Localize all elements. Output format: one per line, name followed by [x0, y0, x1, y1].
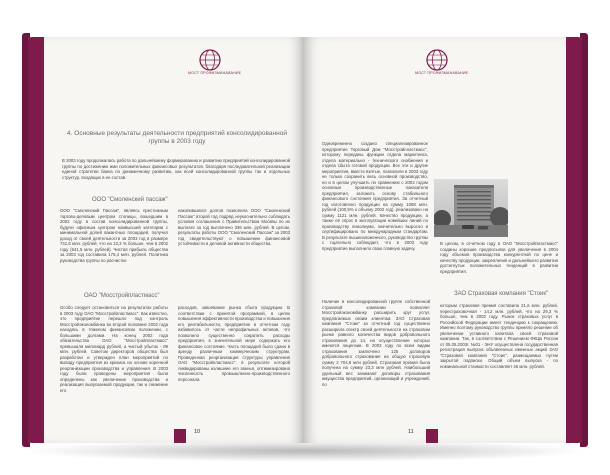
- globe-logo-icon: [426, 49, 448, 71]
- subhead-smolensky-passage: ООО "Смоленский пассаж": [92, 197, 168, 203]
- left-logo: [188, 49, 242, 75]
- paragraph-mosstroy-col1: Особо следует остановиться на результатах работы в 2003 году ОАО "Мосстройпластмасс". Как известно, это предприятие перешло под контроль Мосстройэкономбанка во второй половине 2002 года находясь в тяжелом финансовом положении, с большими долгами. На конец 2002 года обязательства ОАО "Мосстройпластмасс" превышали миллиард рублей, а чистый убыток - 89 млн. рублей. Советом директоров общества был разработан и утвержден план мероприятий по выводу предприятия из кризиса на основе коренной реорганизации производства и управления. В 2003 году были проведены мероприятия были определены как увеличение производства и реализация выпускаемой продукции, так и снижение его: [60, 305, 168, 393]
- section-title: 4. Основные результаты деятельности предприятий консолидированной группы в 2003 году: [67, 130, 287, 145]
- page-number-right: 11: [408, 429, 414, 435]
- building-photo-image: [434, 179, 508, 237]
- left-page-band: [28, 37, 44, 443]
- subhead-mosstroyplastmass: ОАО "Мосстройпластмасс": [84, 293, 160, 299]
- paragraph-smolensky-col1: ООО "Смоленский Пассаж", являясь престижным торгово-деловым центром столицы, вошедшим в 2002 году в состав консолидированной группы, будучи офисным центром наивысшей категории с минимальной долей вакантных площадей, получил доход от своей деятельности за 2003 год в размере 741,6 млн. рублей, что на 13,3 % больше, чем в 2002 году (641,5 млн. рублей). Чистая прибыль общества за 2003 год составила 175,4 млн. рублей. Политика руководства группы по расчистке: [60, 208, 168, 263]
- page-number-bar-left: [174, 429, 186, 443]
- left-page: [28, 37, 304, 443]
- logo-text: МОСТ ПРОФИЗМАНАВАНИЕ: [188, 71, 242, 75]
- paragraph-right-col2: В целом, в отчетном году в ОАО "Мосстройпластмасс" созданы хорошие предпосылки для увеличения в 2004 году объемов производства конкурентной по цене и качеству продукции, закрепления и дальнейшего развития достигнутых положительных тенденций в развитии предприятия.: [440, 241, 558, 274]
- building-photo: [434, 179, 508, 237]
- book-shadow: [20, 440, 590, 462]
- right-logo: [415, 49, 469, 75]
- paragraph-smolensky-col2: накопившихся долгов позволила ООО "Смоленский Пассаж" второй год подряд неукоснительно соблюдать условия соглашения с Правительством Москвы по их выплате за год выплачено 336 млн. рублей. В целом, результаты работы ООО "Смоленский Пассаж" за 2003 год свидетельствуют о повышении финансовой устойчивости и деловой активности общества.: [178, 208, 290, 246]
- logo-text: МОСТ ПРОФИЗМАНАВАНИЕ: [415, 71, 469, 75]
- page-number-left: 10: [194, 429, 201, 435]
- right-page: [304, 37, 582, 443]
- page-number-bar-right: [426, 429, 438, 443]
- paragraph-insurance-col1: Наличие в консолидированной группе собственной страховой компании позволяет Мосстройэкономбанку расширить круг услуг, предлагаемых своим клиентам. ЗАО Страховая компания "Стоик" за отчетный год существенно расширила спектр своей деятельности на страховом рынке равного количества видов добровольного страхования до 14, на осуществление которых имеются лицензии. В 2003 году по всем видам страхования заключено 125 договоров добровольного страхования на общую страховую сумму 2 704,8 млн рублей. Страховая премия была получена на сумму 23,3 млн рублей. Наибольший удельный вес занимают договоры страхования имущества предприятий, организаций и учреждений, по: [322, 299, 430, 387]
- paragraph-insurance-col2: которым страховая премия составила 21,6 млн. рублей, перестраховочная - 14,2 млн. рублей, что на 29,3 % больше, чем в 2002 году. Рынок страховых услуг в Российской Федерации имеет тенденцию к сокращению. Именно поэтому руководство группы приняло решение об увеличении уставного капитала своей страховой компании. Так, в соответствии с Решением ФКЦБ России от 05.05.2003г. №01 - ЭНУ осуществлена государственная регистрация выпуска объявленных именных акций ЗАО "Страховая компания "Стоик", размещаемых путем закрытой подписки. Общий объем выпуска - по номинальной стоимости составляет 46 млн. рублей.: [440, 303, 558, 369]
- paragraph-right-col1: Одновременно создано специализированное предприятие Торговый Дом "Мосстройпластмасс", которому переданы функции отдела маркетинга, отдела материально - технического снабжения и отдела сбыта готовой продукции. Все эти и другие мероприятия, вместе взятые, позволили в 2003 году не только сохранить весь основной производство, но и в целом улучшить по сравнению с 2002 годом основные производственные показатели предприятия, заложить основу стабильного финансового состояния предприятия. За отчетный год изготовлено продукции на сумму 1068 млн. рублей (100,5% к объему 2002 год), реализовано на сумму 1121 млн. рублей. Качество продукции, а также её спрос в эксплуатации новейших линий по производству линолеума, значительно выросло и сертифицировано по международным стандартам. В результате вышеизложенного, руководство группы с тщательно соблюдает, что в 2003 году предприятие выполнило свою главную задачу.: [322, 141, 428, 251]
- paragraph-mosstroy-col2: расходов, завоевание рынка сбыта продукции. В соответствии с принятой программой, в целях повышения эффективности производства и повышения его рентабельности, предприятие в отчетном году избавилось от части непрофильных активов, что позволило существенно сократить расходы предприятия, в значительной мере содержать его финансовое состояние. Часть площадей было сдано в аренду различным коммерческим структурам. Проведенная реорганизация структуры управления ОАО "Мосстройпластмасс", в результате которой ликвидированы излишние его звенья, оптимизирована численность промышленно-производственного персонала.: [178, 305, 290, 382]
- globe-logo-icon: [199, 49, 221, 71]
- subhead-insurance-stoik: ЗАО Страховая компания "Стоик": [454, 291, 549, 297]
- intro-paragraph: В 2003 году продолжалась работа по дальнейшему формированию и развитию предприятий консолидированной группы по достижению ими положительных финансовых результатов, благодаря последовательной реализации единой стратегии банка по динамичному развитию, как всей консолидированной группы так и отдельных структур, входящих в ее состав.: [62, 158, 290, 180]
- right-page-band: [566, 37, 582, 443]
